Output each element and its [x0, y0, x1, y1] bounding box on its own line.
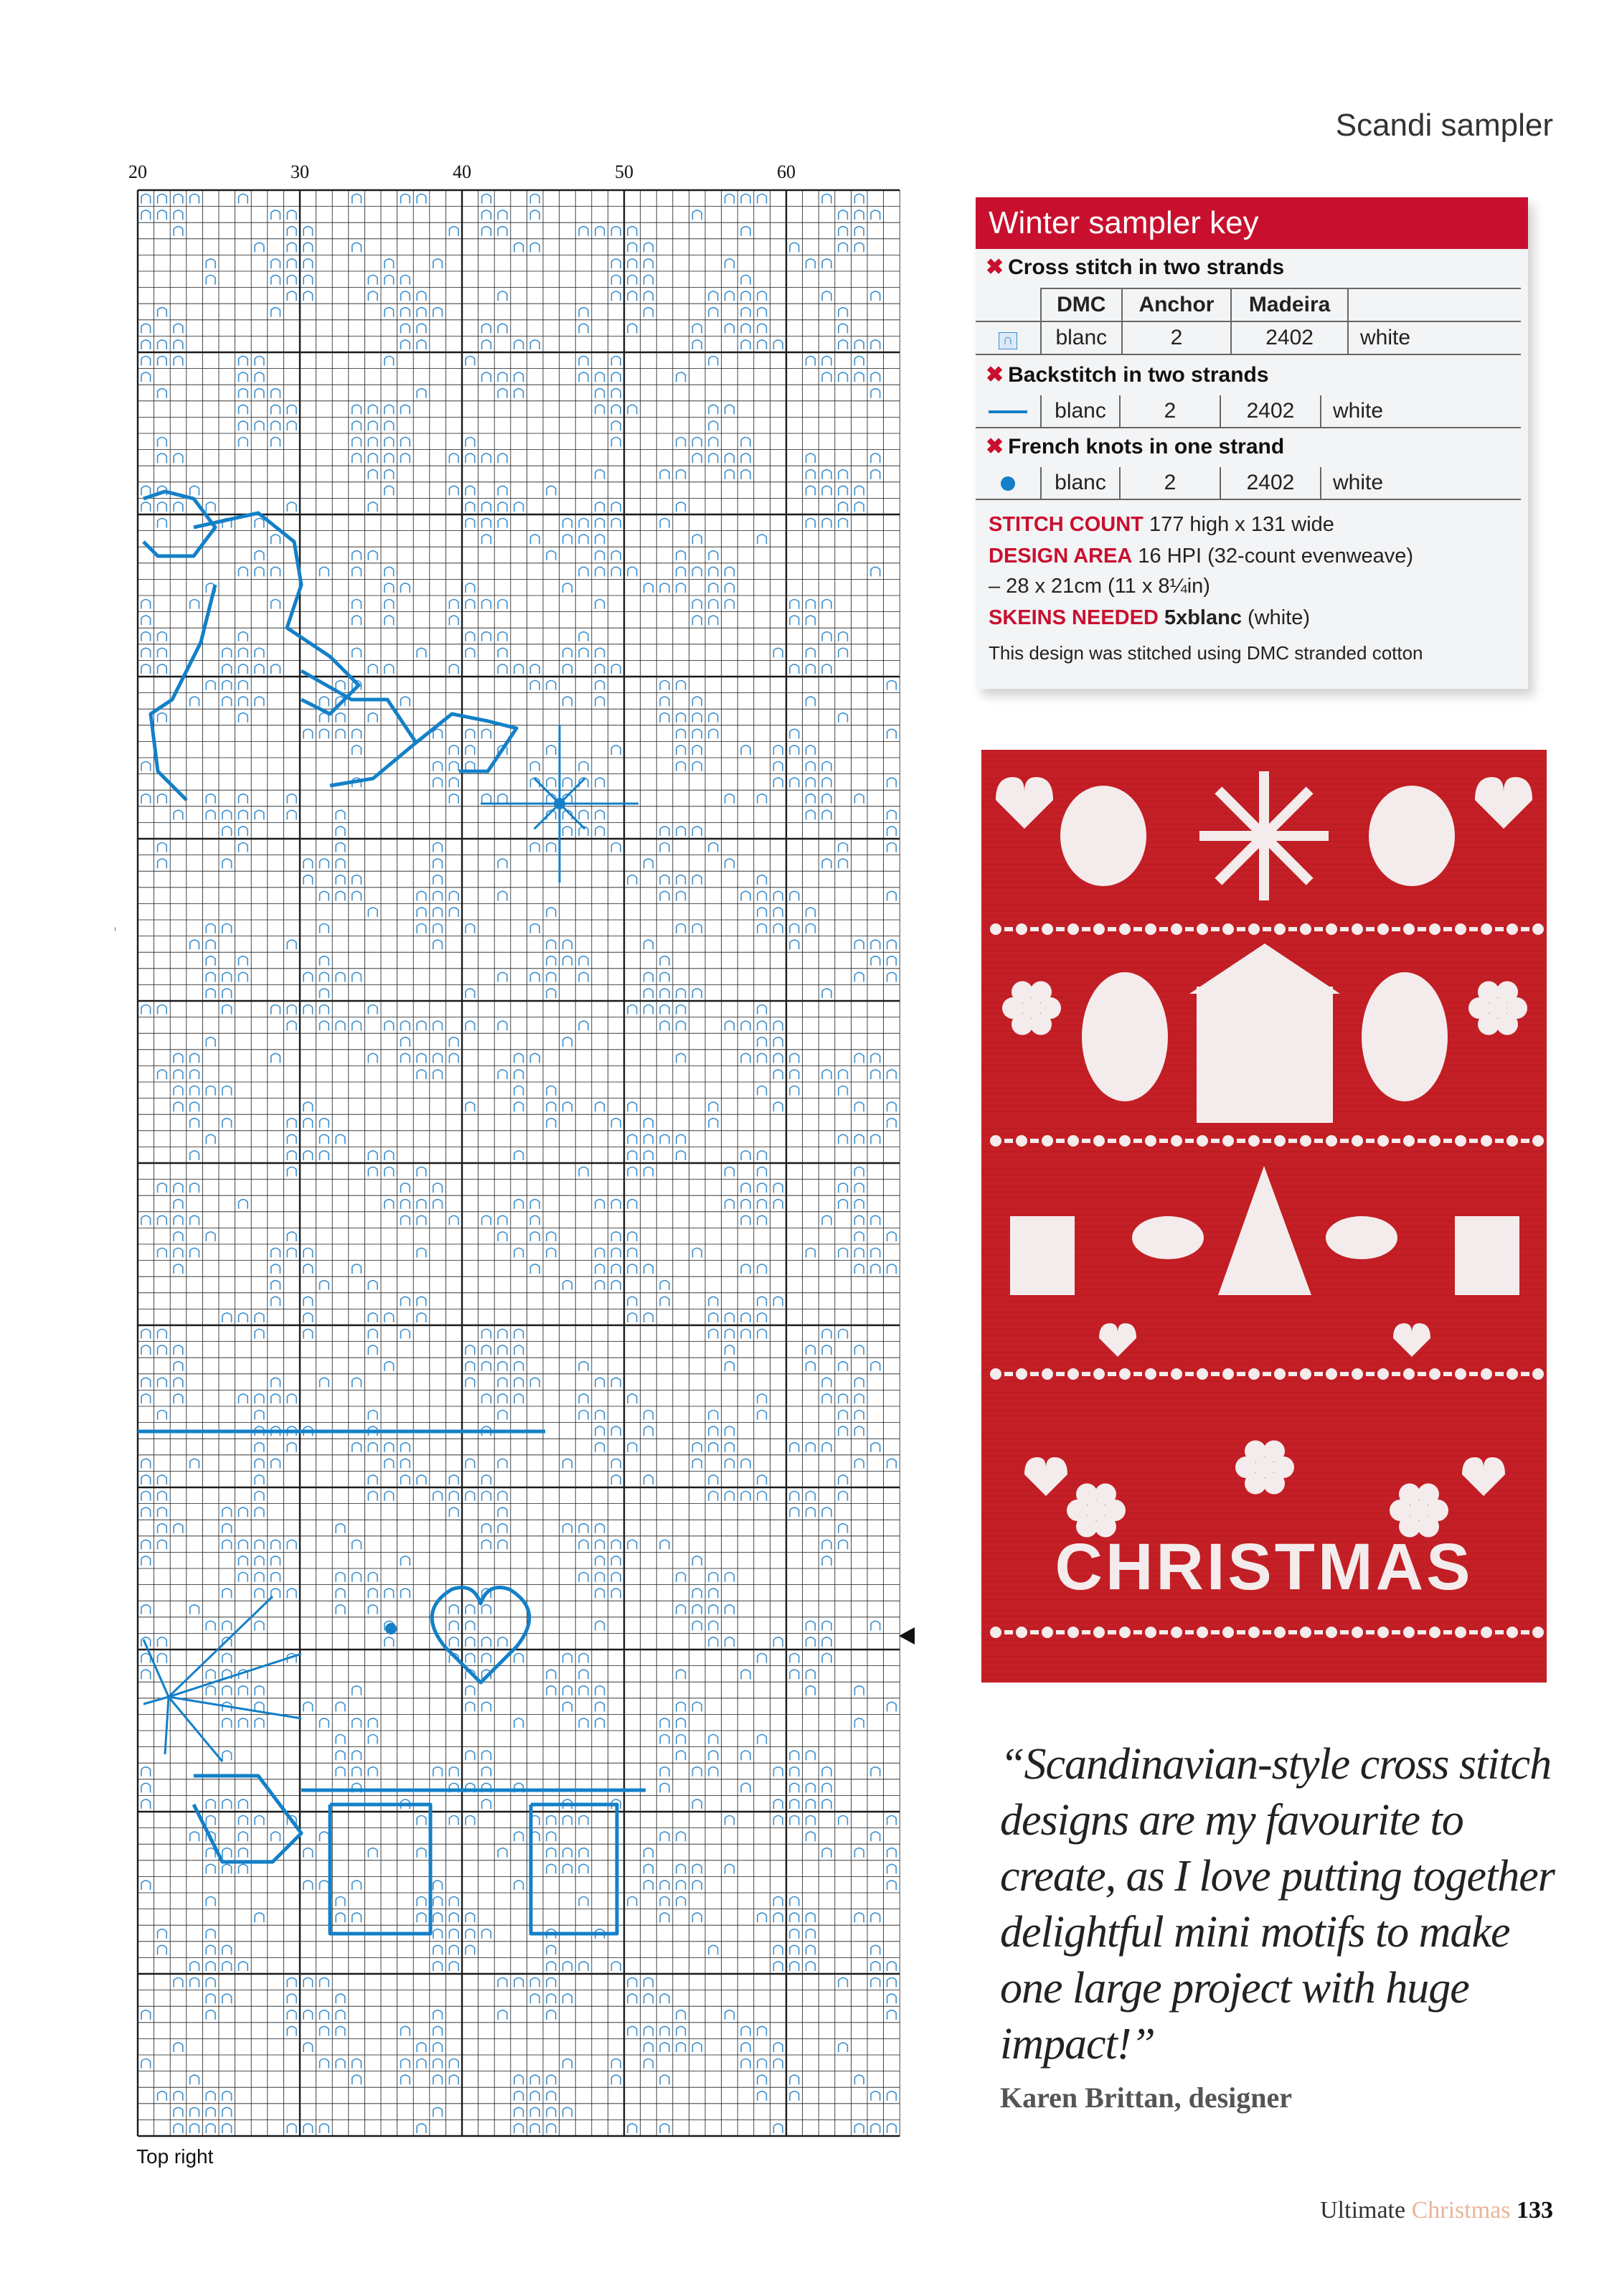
key-title: Winter sampler key: [976, 197, 1528, 249]
grid-lines: [138, 190, 900, 2136]
design-area: DESIGN AREA 16 HPI (32-count evenweave): [989, 545, 1414, 568]
fir-tree-motif: [1218, 1166, 1311, 1295]
key-note: This design was stitched using DMC stranded cotton: [989, 642, 1423, 664]
row-dmc: blanc: [1041, 321, 1122, 354]
axis-tick-40: 40: [453, 161, 471, 182]
design-area-size: – 28 x 21cm (11 x 8¼in): [989, 575, 1210, 598]
christmas-word: CHRISTMAS: [1055, 1530, 1474, 1604]
axis-tick-20: 20: [128, 161, 147, 182]
cherub-body-outline: [151, 585, 215, 800]
axis-tick-50: 50: [615, 161, 633, 182]
flower-motif: [1468, 981, 1527, 1035]
center-pointer-icon: [899, 1627, 915, 1645]
heart-motif: [1099, 1323, 1136, 1357]
col-dmc: DMC: [1041, 288, 1122, 321]
row-name: white: [1321, 395, 1521, 428]
table-row: [976, 467, 1521, 499]
tree-motif: [1082, 972, 1168, 1101]
snowflake-motif: [1199, 771, 1329, 900]
chart-grid: [115, 154, 918, 2163]
cherub-motif: [1369, 786, 1455, 886]
house-outline: [330, 1805, 430, 1934]
backstitch-label: Backstitch in two strands: [1008, 363, 1269, 387]
backstitch-heading: [986, 362, 1269, 387]
flower-motif: [1390, 1483, 1448, 1537]
stitched-motifs: [996, 771, 1532, 1538]
designer-quote: “Scandinavian-style cross stitch designs are my favourite to create, as I love putting together delightful mini motifs to make one large project with huge impact!”: [1000, 1740, 1555, 2069]
flower-motif: [1235, 1440, 1294, 1494]
heart-outline: [432, 1588, 529, 1683]
chart-caption: Top right: [136, 2145, 214, 2168]
sun-motif: [143, 1596, 301, 1761]
table-row: [976, 395, 1521, 428]
house-outline: [531, 1805, 617, 1934]
cross-stitch-label: Cross stitch in two strands: [1008, 255, 1285, 279]
peacock-motif: [1132, 1216, 1204, 1259]
french-knots-label: French knots in one strand: [1008, 435, 1285, 458]
stitched-sampler-photo: [981, 750, 1547, 1683]
row-anchor: 2: [1122, 321, 1232, 354]
birdhouse-motif: [1010, 1216, 1075, 1295]
heart-motif: [996, 777, 1053, 829]
row-madeira: 2402: [1231, 321, 1348, 354]
cross-stitch-table: [976, 288, 1521, 355]
axis-tick-60: 60: [777, 161, 796, 182]
col-anchor: Anchor: [1122, 288, 1232, 321]
cross-stitch-chart: [115, 154, 918, 2163]
sampler-photo-art: [981, 750, 1547, 1683]
peacock-motif: [1326, 1216, 1397, 1259]
row-anchor: 2: [1120, 467, 1220, 499]
cross-icon: ✖: [986, 363, 1004, 387]
french-knot-dot: [385, 1623, 397, 1634]
backstitch-table: [976, 395, 1521, 428]
sampler-key: [976, 197, 1528, 689]
french-knots-table: [976, 467, 1521, 500]
quote-author: Karen Brittan, designer: [1000, 2081, 1293, 2114]
row-madeira: 2402: [1220, 467, 1321, 499]
row-anchor: 2: [1120, 395, 1220, 428]
row-name: white: [1321, 467, 1521, 499]
stitch-count: STITCH COUNT 177 high x 131 wide: [989, 513, 1334, 536]
section-header: Scandi sampler: [1335, 108, 1553, 143]
french-knot-dot-icon: [976, 467, 1041, 499]
flower-motif: [1002, 981, 1061, 1035]
tree-motif: [1362, 972, 1448, 1101]
row-dmc: blanc: [1041, 467, 1120, 499]
footer-prefix: Ultimate: [1320, 2197, 1406, 2224]
backstitch-motifs: [115, 491, 646, 1934]
flower-motif: [1067, 1483, 1126, 1537]
skeins-needed: SKEINS NEEDED 5xblanc (white): [989, 606, 1311, 629]
border-band: [990, 1135, 1547, 1147]
heart-motif: [1393, 1323, 1430, 1357]
cross-icon: ✖: [986, 435, 1004, 458]
backstitch-line-icon: [976, 395, 1041, 428]
french-knot-dot: [554, 798, 565, 809]
cherub-wing-outline: [194, 513, 359, 714]
cross-stitch-symbol-icon: ∩: [976, 321, 1041, 354]
cherub-leg-outline: [301, 671, 416, 786]
axis-tick-30: 30: [291, 161, 309, 182]
birdhouse-motif: [1455, 1216, 1519, 1295]
footer-brand: Christmas: [1411, 2197, 1511, 2224]
heart-motif: [1475, 777, 1532, 829]
cross-stitch-heading: [986, 255, 1284, 280]
row-name: white: [1348, 321, 1521, 354]
cross-icon: ✖: [986, 255, 1004, 279]
french-knots-heading: [986, 434, 1284, 459]
page-footer: [1320, 2197, 1553, 2224]
row-madeira: 2402: [1220, 395, 1321, 428]
cherub-motif: [1060, 786, 1146, 886]
col-madeira: Madeira: [1231, 288, 1348, 321]
row-dmc: blanc: [1041, 395, 1120, 428]
house-motif: [1197, 987, 1333, 1123]
page-number: 133: [1517, 2197, 1553, 2224]
table-row: [976, 321, 1521, 354]
